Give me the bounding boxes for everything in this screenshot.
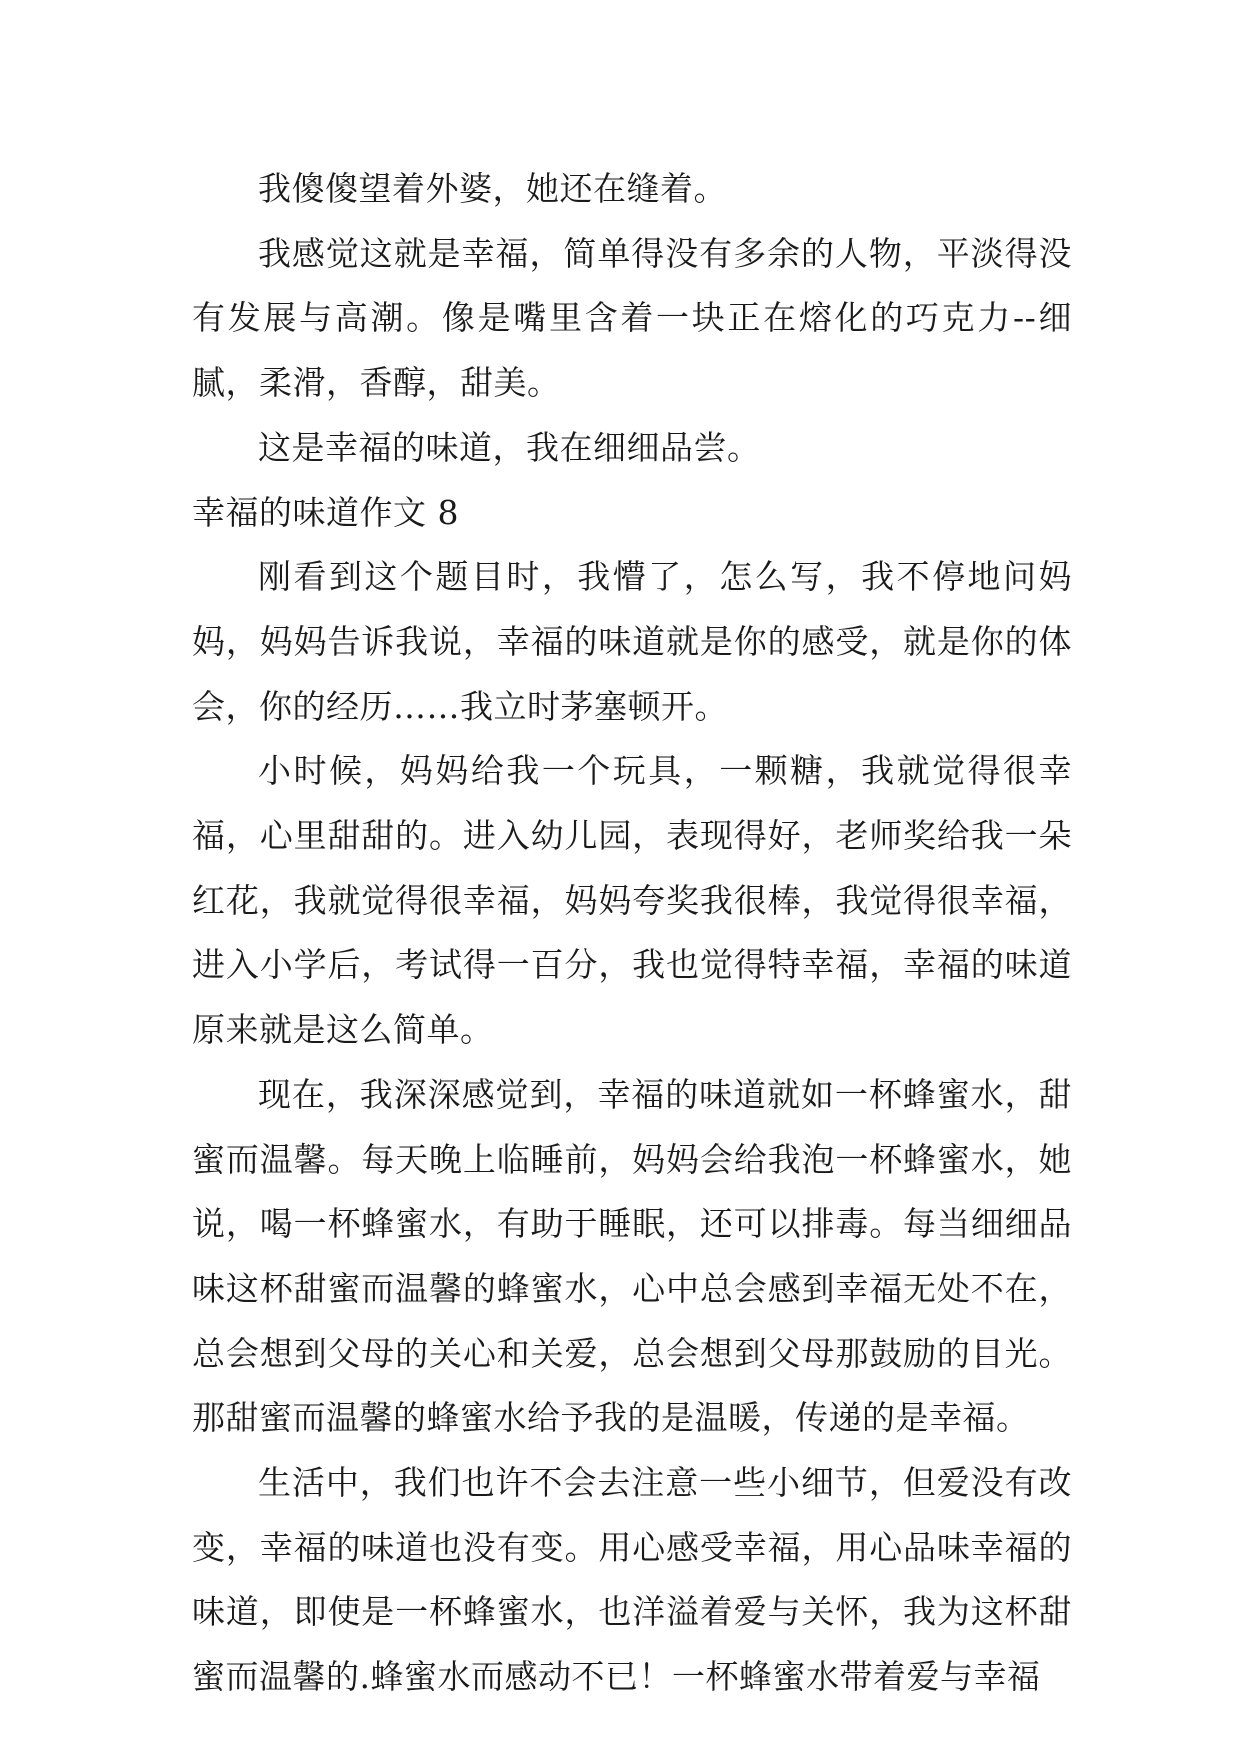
paragraph: 我感觉这就是幸福，简单得没有多余的人物，平淡得没有发展与高潮。像是嘴里含着一块正在熔化的巧克力--细腻，柔滑，香醇，甜美。 xyxy=(192,233,1072,403)
paragraph: 这是幸福的味道，我在细细品尝。 xyxy=(258,427,761,467)
section-heading: 幸福的味道作文 8 xyxy=(192,492,459,532)
paragraph: 我傻傻望着外婆，她还在缝着。 xyxy=(258,169,727,208)
paragraph: 刚看到这个题目时，我懵了，怎么写，我不停地问妈妈，妈妈告诉我说，幸福的味道就是你的感受，就是你的体会，你的经历……我立时茅塞顿开。 xyxy=(192,557,1072,726)
paragraph: 现在，我深深感觉到，幸福的味道就如一杯蜂蜜水，甜蜜而温馨。每天晚上临睡前，妈妈会给我泡一杯蜂蜜水，她说，喝一杯蜂蜜水，有助于睡眠，还可以排毒。每当细细品味这杯甜蜜而温馨的蜂蜜水，心中总会感到幸福无处不在，总会想到父母的关心和关爱，总会想到父母那鼓励的目光。那甜蜜而温馨的蜂蜜水给予我的是温暖，传递的是幸福。 xyxy=(192,1074,1072,1438)
paragraph: 小时候，妈妈给我一个玩具，一颗糖，我就觉得很幸福，心里甜甜的。进入幼儿园，表现得好，老师奖给我一朵红花，我就觉得很幸福，妈妈夸奖我很棒，我觉得很幸福，进入小学后，考试得一百分，我也觉得特幸福，幸福的味道原来就是这么简单。 xyxy=(192,751,1072,1050)
paragraph: 生活中，我们也许不会去注意一些小细节，但爱没有改变，幸福的味道也没有变。用心感受幸福，用心品味幸福的味道，即使是一杯蜂蜜水，也洋溢着爱与关怀，我为这杯甜蜜而温馨的.蜂蜜水而感动不已！一杯蜂蜜水带着爱与幸福 xyxy=(192,1463,1072,1697)
document-body xyxy=(192,157,1072,1710)
